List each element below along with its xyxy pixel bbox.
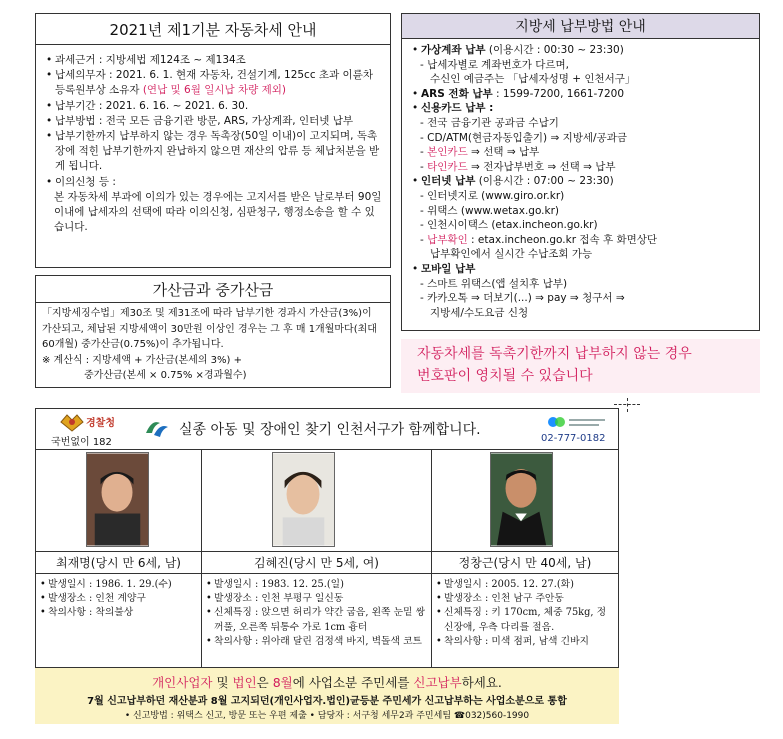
person-details bbox=[36, 575, 201, 621]
list-item bbox=[410, 174, 753, 189]
missing-person-1 bbox=[36, 450, 201, 667]
list-item: • 과세근거 : 지방세법 제124조 ~ 제134조 bbox=[44, 53, 384, 68]
tax-notice-box bbox=[35, 13, 391, 268]
plate-seizure-warning bbox=[401, 339, 760, 393]
person-name: 김혜진(당시 만 5세, 여) bbox=[202, 551, 431, 574]
list-item: • 발생장소 : 인천 남구 주안동 bbox=[435, 592, 615, 606]
list-item bbox=[410, 101, 753, 116]
person-name: 최재명(당시 만 6세, 남) bbox=[36, 551, 201, 574]
police-number: 국번없이 182 bbox=[51, 437, 112, 448]
internet-label: 인터넷 납부 bbox=[421, 175, 476, 188]
own-card-rest: ⇒ 선택 ⇒ 납부 bbox=[467, 146, 540, 159]
own-card-label: 본인카드 bbox=[427, 146, 468, 159]
pay-check-label: 납부확인 bbox=[427, 233, 468, 246]
photo-area bbox=[202, 450, 431, 551]
list-item: • 발생일시 : 2005. 12. 27.(화) bbox=[435, 578, 615, 592]
tax-notice-list bbox=[36, 45, 390, 235]
banner-text: 하세요. bbox=[461, 675, 502, 690]
va-label: 가상계좌 납부 bbox=[421, 44, 486, 56]
list-item: • 신체특징 : 앉으면 허리가 약간 굽음, 왼쪽 눈밑 쌍꺼풀, 오른쪽 뒤통수 가로 1cm 흉터 bbox=[205, 606, 428, 634]
list-item bbox=[410, 262, 753, 277]
mobile-line3: 지방세/수도요금 신청 bbox=[430, 306, 529, 319]
internet-line2: - 위택스 (www.wetax.go.kr) bbox=[420, 204, 560, 217]
mobile-line2: - 카카오톡 ⇒ 더보기(...) ⇒ pay ⇒ 청구서 ⇒ bbox=[420, 292, 625, 305]
police-emblem-icon bbox=[58, 412, 86, 432]
list-item: • 납부기간 : 2021. 6. 16. ~ 2021. 6. 30. bbox=[44, 99, 384, 114]
resident-tax-banner bbox=[35, 668, 619, 724]
va-hours: (이용시간 : 00:30 ~ 23:30) bbox=[485, 44, 624, 56]
penalty-formula-1: ※ 계산식 : 지방세액 + 가산금(본세의 3%) + bbox=[42, 354, 243, 366]
mobile-label: 모바일 납부 bbox=[421, 262, 476, 275]
banner-text: 신고납부 bbox=[413, 675, 462, 690]
list-item: • 발생장소 : 인천 부평구 일신동 bbox=[205, 592, 428, 606]
police-label: 경찰청 bbox=[86, 418, 115, 429]
list-item: • 이의신청 등 : bbox=[44, 175, 384, 190]
list-item: • 납부기한까지 납부하지 않는 경우 독촉장(50일 이내)이 고지되며, 독촉장에 적힌 납부기한까지 완납하지 않으면 재산의 압류 등 체납처분을 받게 됩니다. bbox=[44, 129, 384, 175]
list-item: • 납부방법 : 전국 모든 금융기관 방문, ARS, 가상계좌, 인터넷 납부 bbox=[44, 114, 384, 129]
person-photo bbox=[86, 452, 149, 547]
list-item: • 착의사항 : 착의불상 bbox=[39, 606, 198, 620]
internet-line3: - 인천시이택스 (etax.incheon.go.kr) bbox=[420, 219, 598, 232]
card-line1: - 전국 금융기관 공과금 수납기 bbox=[420, 116, 559, 129]
banner-headline bbox=[35, 673, 619, 691]
warning-line1: 자동차세를 독촉기한까지 납부하지 않는 경우 bbox=[417, 346, 692, 362]
missing-center-logo-icon bbox=[545, 413, 609, 433]
ars-value: : 1599-7200, 1661-7200 bbox=[492, 87, 625, 100]
missing-persons-panel bbox=[35, 408, 619, 668]
va-line1: - 납세자별로 계좌번호가 다르며, bbox=[420, 58, 569, 71]
taxpayer-text: 납세의무자 : 2021. 6. 1. 현재 자동차, 건설기계, 125cc 초과 이륜차 등록원부상 소유자 bbox=[55, 69, 373, 97]
ars-label: ARS 전화 납부 bbox=[421, 87, 493, 100]
list-item: • 발생일시 : 1983. 12. 25.(일) bbox=[205, 578, 428, 592]
penalty-text: 「지방세징수법」제30조 및 제31조에 따라 납부기한 경과시 가산금(3%)이 가산되고, 체납된 지방세액이 30만원 이상인 경우는 그 후 매 1개월마다(최대 60개월) 중가산금(0.75%)이 추가됩니다. bbox=[42, 308, 377, 350]
card-line2: - CD/ATM(현금자동입출기) ⇒ 지방세/공과금 bbox=[420, 131, 627, 144]
banner-text: 개인사업자 bbox=[152, 675, 213, 690]
missing-header bbox=[36, 409, 618, 450]
penalty-formula-2: 중가산금(본세 × 0.75% ×경과월수) bbox=[84, 370, 247, 381]
center-phone: 02-777-0182 bbox=[541, 433, 606, 444]
list-item: • 발생일시 : 1986. 1. 29.(수) bbox=[39, 578, 198, 592]
list-item bbox=[410, 43, 753, 58]
missing-person-2 bbox=[201, 450, 431, 667]
va-line2: 수신인 예금주는 「납세자성명 + 인천서구」 bbox=[430, 73, 636, 86]
banner-text: 은 bbox=[256, 675, 273, 690]
appeal-text: 본 자동차세 부과에 이의가 있는 경우에는 고지서를 받은 날로부터 90일 이내에 납세자의 선택에 따라 이의신청, 심판청구, 행정소송을 할 수 있습니다. bbox=[54, 190, 382, 234]
list-item bbox=[44, 68, 384, 98]
penalty-body bbox=[36, 303, 390, 384]
card-label: 신용카드 납부 : bbox=[421, 102, 494, 115]
person-photo bbox=[490, 452, 553, 547]
warning-line2: 번호판이 영치될 수 있습니다 bbox=[417, 368, 593, 384]
payment-list bbox=[402, 39, 759, 320]
person-details bbox=[202, 575, 431, 649]
list-item bbox=[410, 87, 753, 102]
card-line4: - 타인카드 ⇒ 전자납부번호 ⇒ 선택 ⇒ 납부 bbox=[420, 160, 616, 173]
payment-title: 지방세 납부방법 안내 bbox=[402, 14, 759, 39]
internet-line1: - 인터넷지로 (www.giro.or.kr) bbox=[420, 189, 565, 202]
person-photo bbox=[272, 452, 335, 547]
taxpayer-exclusion: (연납 및 6월 일시납 차량 제외) bbox=[142, 84, 286, 97]
banner-line3: • 신고방법 : 위택스 신고, 방문 또는 우편 제출 • 담당자 : 서구청 세무2과 주민세팀 ☎032)560-1990 bbox=[124, 711, 530, 721]
mobile-line1: - 스마트 위택스(앱 설치후 납부) bbox=[420, 277, 568, 290]
other-card-label: 타인카드 bbox=[427, 160, 468, 173]
missing-title: 실종 아동 및 장애인 찾기 인천서구가 함께합니다. bbox=[179, 422, 481, 438]
banner-line2: 7월 신고납부하던 재산분과 8월 고지되던(개인사업자.법인)균등분 주민세가 신고납부하는 사업소분으로 통합 bbox=[87, 696, 567, 707]
person-details bbox=[432, 575, 618, 649]
list-item: • 발생장소 : 인천 계양구 bbox=[39, 592, 198, 606]
other-card-rest: ⇒ 전자납부번호 ⇒ 선택 ⇒ 납부 bbox=[467, 160, 616, 173]
banner-text: 및 bbox=[212, 675, 233, 690]
missing-person-3 bbox=[431, 450, 618, 667]
photo-area bbox=[36, 450, 201, 551]
incheon-seogu-logo-icon bbox=[144, 417, 170, 439]
person-name: 정창근(당시 만 40세, 남) bbox=[432, 551, 618, 574]
banner-text: 에 사업소분 주민세를 bbox=[292, 675, 414, 690]
payment-box bbox=[401, 13, 760, 331]
pay-check-rest: : etax.incheon.go.kr 접속 후 화면상단 bbox=[467, 233, 658, 246]
photo-area bbox=[432, 450, 618, 551]
list-item: • 착의사항 : 위아래 달린 검정색 바지, 벽돌색 코트 bbox=[205, 635, 428, 649]
banner-text: 8월 bbox=[272, 675, 293, 690]
penalty-box bbox=[35, 275, 391, 388]
card-line3: - 본인카드 ⇒ 선택 ⇒ 납부 bbox=[420, 146, 540, 159]
list-item: • 신체특징 : 키 170cm, 체중 75kg, 정신장애, 우측 다리를 절음. bbox=[435, 606, 615, 634]
banner-text: 법인 bbox=[232, 675, 257, 690]
penalty-title: 가산금과 중가산금 bbox=[36, 276, 390, 303]
tax-notice-title: 2021년 제1기분 자동차세 안내 bbox=[36, 14, 390, 45]
list-item: • 착의사항 : 미색 점퍼, 남색 긴바지 bbox=[435, 635, 615, 649]
internet-line5: 납부확인에서 실시간 수납조회 가능 bbox=[430, 248, 593, 261]
internet-hours: (이용시간 : 07:00 ~ 23:30) bbox=[475, 175, 614, 188]
internet-line4: - 납부확인 : etax.incheon.go.kr 접속 후 화면상단 bbox=[420, 233, 658, 246]
